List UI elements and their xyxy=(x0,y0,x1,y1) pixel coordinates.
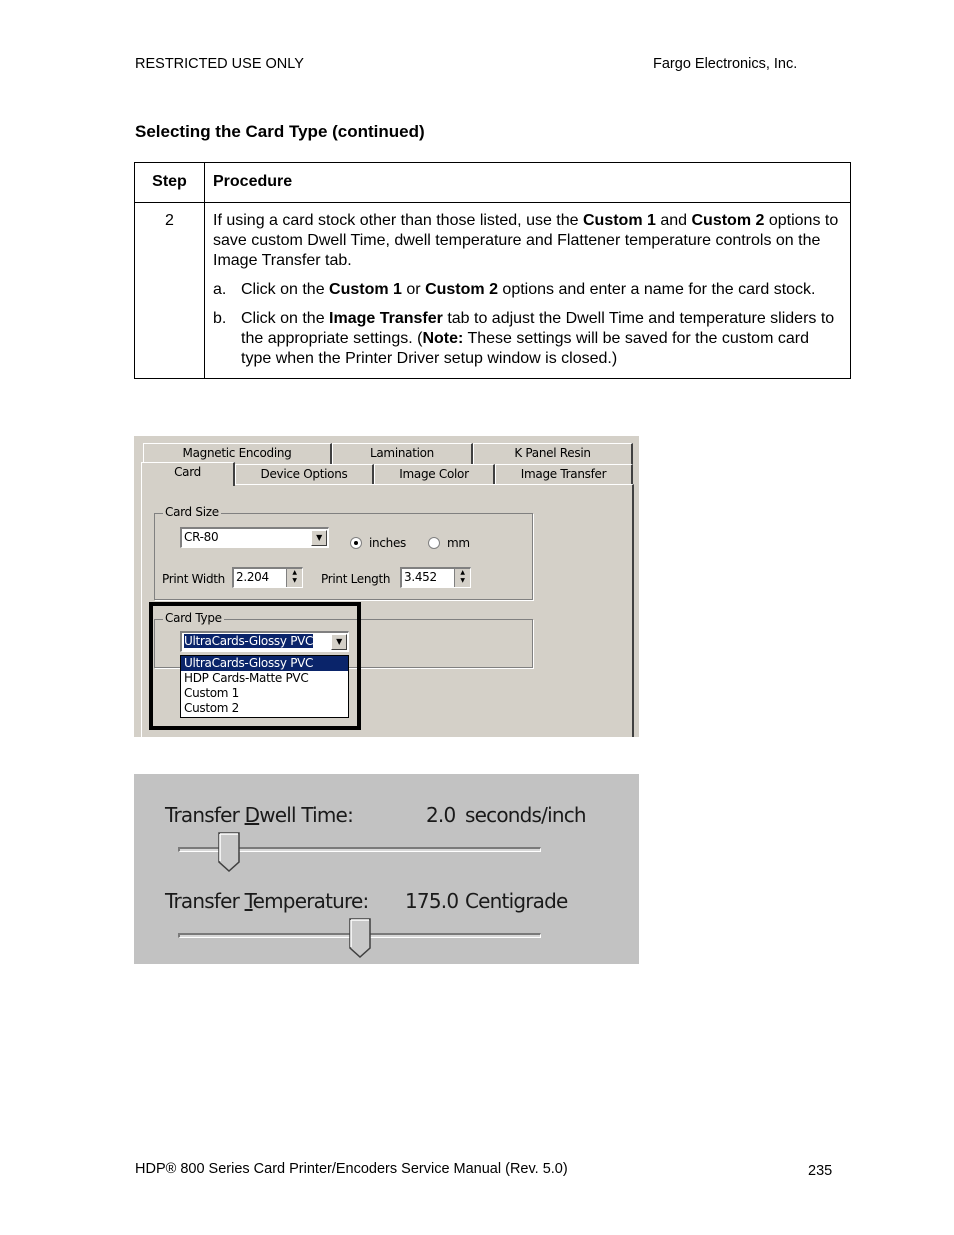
text-run: or xyxy=(401,281,426,298)
step-column-header: Step xyxy=(135,163,205,203)
chevron-down-icon[interactable]: ▼ xyxy=(331,634,347,650)
spin-arrows-icon[interactable]: ▲ ▼ xyxy=(286,569,302,587)
dwell-time-label: Transfer Dwell Time: xyxy=(165,803,354,827)
temperature-label: Transfer Temperature: xyxy=(165,889,369,913)
text-run: Click on the xyxy=(241,310,330,327)
running-header-right: Fargo Electronics, Inc. xyxy=(653,56,798,72)
bold-term: Image Transfer xyxy=(329,310,443,327)
print-width-value: 2.204 xyxy=(236,570,269,584)
procedure-cell xyxy=(205,203,851,379)
text-run: tab to adjust the Dwell Time and temperature sliders to the appropriate settings. ( xyxy=(241,310,835,347)
card-type-group-label: Card Type xyxy=(165,611,222,625)
running-header-left: RESTRICTED USE ONLY xyxy=(135,56,304,72)
step-number: 2 xyxy=(135,203,205,379)
tab-image-color[interactable]: Image Color xyxy=(374,464,495,485)
print-length-value: 3.452 xyxy=(404,570,437,584)
card-size-group-label: Card Size xyxy=(165,505,219,519)
text-run: These settings will be saved for the custom card type when the Printer Driver setup window is closed.) xyxy=(241,330,809,367)
chevron-down-icon[interactable]: ▼ xyxy=(311,530,327,546)
mm-label: mm xyxy=(447,536,470,550)
image-transfer-sliders-screenshot xyxy=(134,774,639,964)
procedure-substep-b xyxy=(213,309,842,369)
procedure-column-header: Procedure xyxy=(205,163,851,203)
dwell-time-slider-thumb[interactable] xyxy=(218,832,240,872)
substep-text xyxy=(241,280,842,300)
tab-device-options[interactable]: Device Options xyxy=(235,464,374,485)
bold-term: Custom 1 xyxy=(329,281,402,298)
bold-term: Note: xyxy=(422,330,464,347)
card-type-option[interactable]: Custom 2 xyxy=(184,701,240,715)
bold-term: Custom 2 xyxy=(425,281,498,298)
inches-radio[interactable] xyxy=(350,537,362,549)
substep-letter: a. xyxy=(213,281,227,298)
tab-lamination[interactable]: Lamination xyxy=(332,443,473,464)
tab-magnetic-encoding[interactable]: Magnetic Encoding xyxy=(143,443,332,464)
text-run: options to save custom Dwell Time, dwell temperature and Flattener temperature controls on the Image Transfer tab. xyxy=(213,212,839,269)
card-type-value: UltraCards-Glossy PVC xyxy=(184,634,314,648)
temperature-value: 175.0 xyxy=(405,889,459,913)
temperature-slider-thumb[interactable] xyxy=(349,918,371,958)
print-length-label: Print Length xyxy=(321,572,391,586)
footer-manual-title: HDP® 800 Series Card Printer/Encoders Service Manual (Rev. 5.0) xyxy=(135,1161,568,1177)
mm-radio[interactable] xyxy=(428,537,440,549)
card-type-option[interactable]: Custom 1 xyxy=(184,686,240,700)
card-size-select[interactable] xyxy=(180,527,329,548)
dwell-time-value: 2.0 xyxy=(426,803,456,827)
card-size-value: CR-80 xyxy=(184,530,219,544)
bold-term: Custom 2 xyxy=(691,212,765,229)
print-width-label: Print Width xyxy=(162,572,225,586)
card-tab-screenshot xyxy=(134,436,639,737)
substep-letter: b. xyxy=(213,310,227,327)
tab-card[interactable]: Card xyxy=(141,462,235,486)
text-run: If using a card stock other than those listed, use the xyxy=(213,212,583,229)
procedure-table xyxy=(134,162,851,379)
card-type-option[interactable]: UltraCards-Glossy PVC xyxy=(181,656,348,671)
inches-label: inches xyxy=(369,536,406,550)
card-type-highlight-frame xyxy=(149,602,361,730)
section-title: Selecting the Card Type (continued) xyxy=(135,122,425,141)
text-run: Click on the xyxy=(241,281,330,298)
text-run: options and enter a name for the card stock. xyxy=(497,281,816,298)
procedure-substep-a xyxy=(213,280,842,300)
procedure-intro xyxy=(213,211,842,271)
page-number: 235 xyxy=(808,1163,833,1179)
spin-arrows-icon[interactable]: ▲ ▼ xyxy=(454,569,470,587)
text-run: and xyxy=(655,212,692,229)
print-width-field[interactable] xyxy=(232,567,303,588)
temperature-unit: Centigrade xyxy=(465,889,568,913)
table-row xyxy=(135,203,851,379)
bold-term: Custom 1 xyxy=(583,212,656,229)
tab-k-panel-resin[interactable]: K Panel Resin xyxy=(473,443,633,464)
substep-text xyxy=(241,309,842,369)
print-length-field[interactable] xyxy=(400,567,471,588)
dwell-time-unit: seconds/inch xyxy=(465,803,586,827)
tab-image-transfer[interactable]: Image Transfer xyxy=(495,464,633,485)
card-type-option[interactable]: HDP Cards-Matte PVC xyxy=(184,671,309,685)
